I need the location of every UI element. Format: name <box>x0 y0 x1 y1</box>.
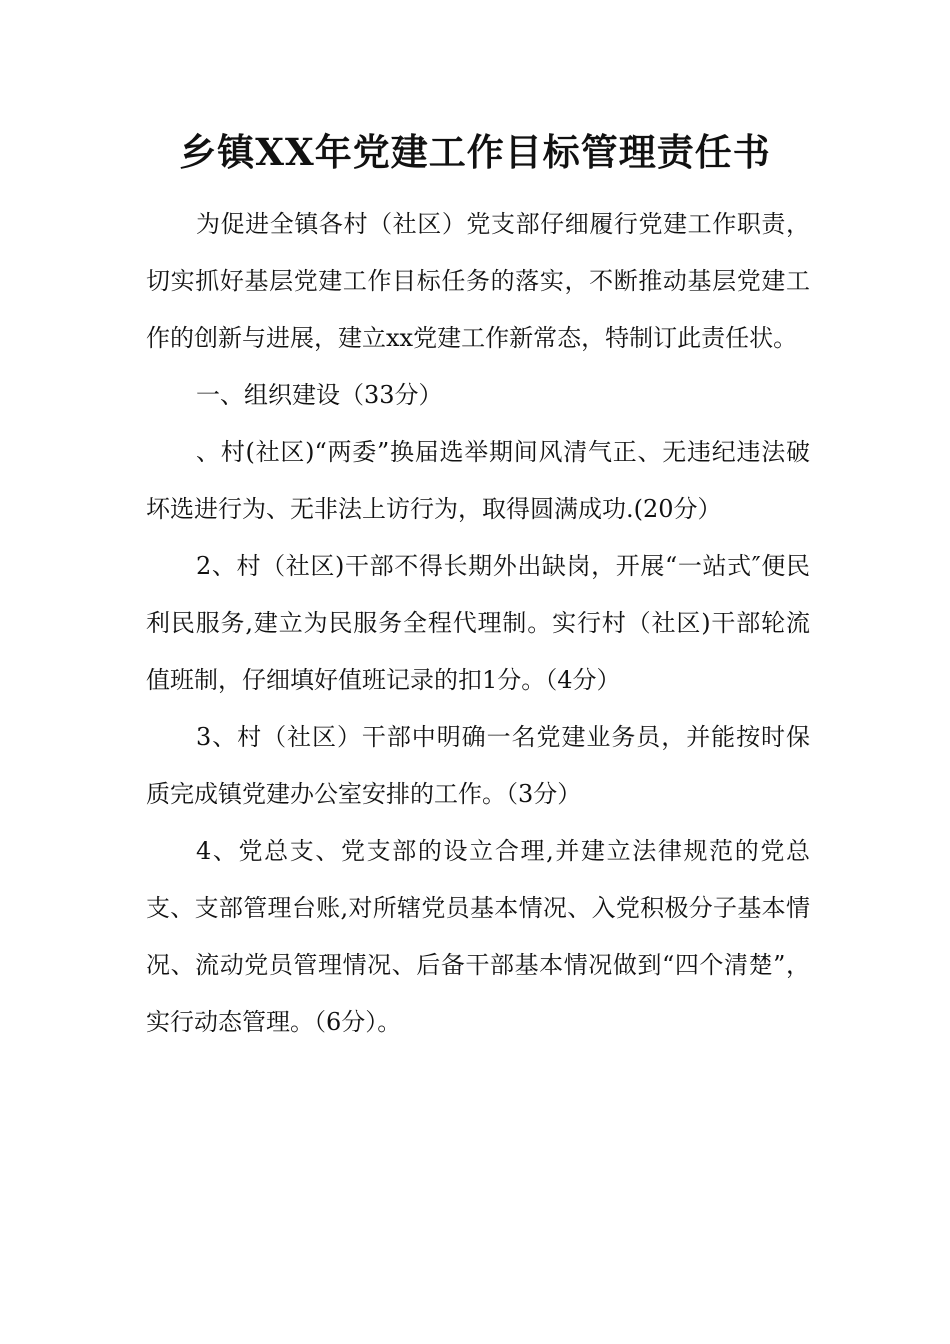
item-paragraph-3: 3、村（社区）干部中明确一名党建业务员，并能按时保质完成镇党建办公室安排的工作。（3分） <box>146 723 810 808</box>
section-heading-organization: 一、组织建设（33分） <box>196 381 443 409</box>
item-paragraph-4: 4、党总支、党支部的设立合理,并建立法律规范的党总支、支部管理台账,对所辖党员基本情况、入党积极分子基本情况、流动党员管理情况、后备干部基本情况做到“四个清楚”，实行动态管理。（6分）。 <box>146 837 810 1036</box>
document-body <box>146 196 810 1051</box>
item-paragraph-2: 2、村（社区)干部不得长期外出缺岗，开展“一站式″便民利民服务,建立为民服务全程代理制。实行村（社区)干部轮流值班制，仔细填好值班记录的扣1分。（4分） <box>146 552 810 694</box>
document-title: 乡镇XX年党建工作目标管理责任书 <box>179 130 771 174</box>
item-paragraph-1: 、村(社区)“两委”换届选举期间风清气正、无违纪违法破坏选进行为、无非法上访行为，取得圆满成功.(20分） <box>146 438 810 523</box>
intro-paragraph: 为促进全镇各村（社区）党支部仔细履行党建工作职责，切实抓好基层党建工作目标任务的落实，不断推动基层党建工作的创新与进展，建立xx党建工作新常态，特制订此责任状。 <box>146 210 810 352</box>
